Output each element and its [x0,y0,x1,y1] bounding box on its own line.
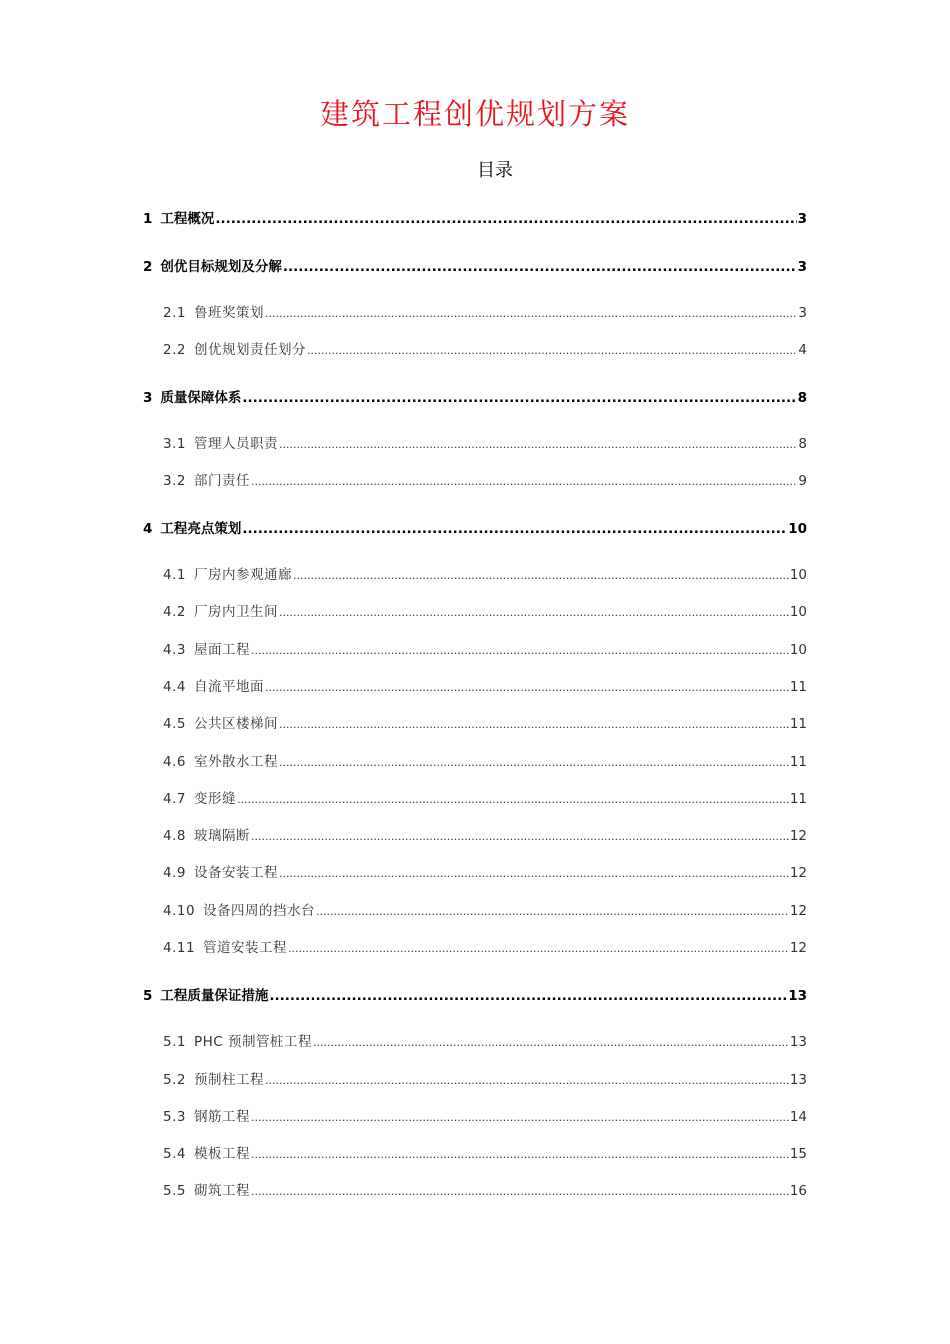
toc-entry[interactable] [163,1068,807,1088]
toc-entry-page: 11 [789,679,807,695]
toc-entry-text: 鲁班奖策划 [193,305,264,321]
toc-leader-dots [279,754,789,770]
toc-entry[interactable] [163,469,807,489]
toc-leader-dots [316,903,789,919]
toc-entry-number: 5.2 [163,1072,186,1088]
toc-entry-text: 厂房内卫生间 [193,604,278,620]
toc-entry-text: 预制柱工程 [193,1072,264,1088]
toc-leader-dots [242,390,796,406]
toc-entry-text: 工程质量保证措施 [160,988,269,1004]
toc-entry-page: 14 [789,1109,807,1125]
toc-entry-number: 4.4 [163,679,186,695]
toc-leader-dots [251,473,797,489]
toc-leader-dots [265,1072,789,1088]
toc-leader-dots [251,1146,789,1162]
toc-entry-text: 创优目标规划及分解 [160,259,282,275]
toc-entry-text: 自流平地面 [193,679,264,695]
toc-entry-number: 1 [143,211,153,227]
toc-leader-dots [283,259,797,275]
toc-entry-page: 12 [789,828,807,844]
toc-entry-number: 3.2 [163,473,186,489]
toc-entry-text: 工程概况 [160,211,215,227]
toc-entry[interactable] [163,1105,807,1125]
toc-entry-number: 4.5 [163,716,186,732]
toc-entry-page: 12 [789,865,807,881]
toc-leader-dots [293,567,789,583]
toc-leader-dots [307,342,797,358]
toc-entry-page: 3 [797,211,807,227]
toc-entry-number: 5.4 [163,1146,186,1162]
toc-entry-page: 12 [789,940,807,956]
toc-entry-page: 15 [789,1146,807,1162]
toc-entry-number: 4.1 [163,567,186,583]
toc-entry-text: 设备安装工程 [193,865,278,881]
toc-entry-number: 4.2 [163,604,186,620]
toc-entry-page: 10 [788,521,807,537]
toc-entry[interactable] [163,750,807,770]
toc-entry[interactable] [163,787,807,807]
toc-entry-page: 10 [789,642,807,658]
toc-entry-page: 11 [789,754,807,770]
toc-entry-number: 4.7 [163,791,186,807]
toc-entry-text: 管理人员职责 [193,436,278,452]
toc-entry-number: 4.6 [163,754,186,770]
toc-entry-text: 管道安装工程 [203,940,288,956]
toc-entry[interactable] [163,675,807,695]
toc-entry-number: 5.3 [163,1109,186,1125]
toc-entry-number: 4.8 [163,828,186,844]
toc-entry[interactable] [163,563,807,583]
toc-leader-dots [279,865,789,881]
toc-leader-dots [251,828,789,844]
toc-entry-number: 2 [143,259,153,275]
toc-entry-text: 室外散水工程 [193,754,278,770]
toc-entry-number: 4.9 [163,865,186,881]
toc-entry[interactable] [163,861,807,881]
toc-entry-text: 工程亮点策划 [160,521,242,537]
toc-entry-page: 4 [798,342,807,358]
toc-leader-dots [237,791,789,807]
toc-entry-number: 5 [143,988,153,1004]
toc-entry-text: 质量保障体系 [160,390,242,406]
toc-entry-text: 玻璃隔断 [193,828,250,844]
toc-entry[interactable] [143,207,807,227]
toc-entry-text: 屋面工程 [193,642,250,658]
toc-entry[interactable] [163,432,807,452]
toc-entry-number: 5.1 [163,1034,186,1050]
toc-leader-dots [288,940,789,956]
toc-leader-dots [265,679,789,695]
toc-entry-page: 3 [797,259,807,275]
toc-entry-text: 变形缝 [193,791,236,807]
toc-entry[interactable] [163,936,807,956]
toc-entry-number: 2.2 [163,342,186,358]
toc-entry-number: 2.1 [163,305,186,321]
toc-leader-dots [251,1183,789,1199]
toc-entry-page: 11 [789,791,807,807]
toc-entry-page: 8 [797,390,807,406]
toc-entry-page: 3 [798,305,807,321]
toc-entry-text: 部门责任 [193,473,250,489]
toc-entry-page: 13 [789,1072,807,1088]
toc-leader-dots [215,211,796,227]
toc-entry-page: 9 [798,473,807,489]
toc-entry-text: 公共区楼梯间 [193,716,278,732]
toc-entry-number: 4.3 [163,642,186,658]
toc-entry[interactable] [163,899,807,919]
document-title: 建筑工程创优规划方案 [319,97,630,131]
toc-entry[interactable] [163,638,807,658]
toc-entry[interactable] [163,1142,807,1162]
toc-leader-dots [251,642,789,658]
toc-entry[interactable] [163,1030,807,1050]
toc-entry-page: 13 [788,988,807,1004]
toc-entry-text: 模板工程 [193,1146,250,1162]
toc-leader-dots [242,521,787,537]
toc-entry[interactable] [163,301,807,321]
toc-entry-number: 4 [143,521,153,537]
toc-entry-page: 10 [789,567,807,583]
toc-entry[interactable] [163,1179,807,1199]
toc-entry-number: 3 [143,390,153,406]
toc-entry-number: 4.11 [163,940,196,956]
toc-entry-text: 创优规划责任划分 [193,342,306,358]
toc-entry-text: PHC 预制管桩工程 [193,1034,312,1050]
toc-entry-number: 3.1 [163,436,186,452]
toc-entry-text: 钢筋工程 [193,1109,250,1125]
toc-leader-dots [279,436,797,452]
toc-leader-dots [269,988,787,1004]
toc-entry-text: 设备四周的挡水台 [203,903,316,919]
toc-entry-page: 11 [789,716,807,732]
toc-entry[interactable] [163,712,807,732]
toc-entry-number: 4.10 [163,903,196,919]
toc-leader-dots [313,1034,789,1050]
toc-entry[interactable] [163,338,807,358]
toc-entry[interactable] [143,517,807,537]
toc-heading: 目录 [477,160,513,181]
toc-leader-dots [265,305,797,321]
toc-entry[interactable] [163,600,807,620]
toc-leader-dots [251,1109,789,1125]
toc-entry-page: 8 [798,436,807,452]
toc-entry-page: 10 [789,604,807,620]
toc-entry-text: 厂房内参观通廊 [193,567,292,583]
toc-entry-page: 16 [789,1183,807,1199]
toc-entry-page: 12 [789,903,807,919]
toc-entry[interactable] [163,824,807,844]
toc-entry[interactable] [143,255,807,275]
toc-entry[interactable] [143,386,807,406]
toc-entry[interactable] [143,984,807,1004]
toc-entry-text: 砌筑工程 [193,1183,250,1199]
toc-leader-dots [279,604,789,620]
toc-leader-dots [279,716,789,732]
toc-entry-page: 13 [789,1034,807,1050]
toc-entry-number: 5.5 [163,1183,186,1199]
